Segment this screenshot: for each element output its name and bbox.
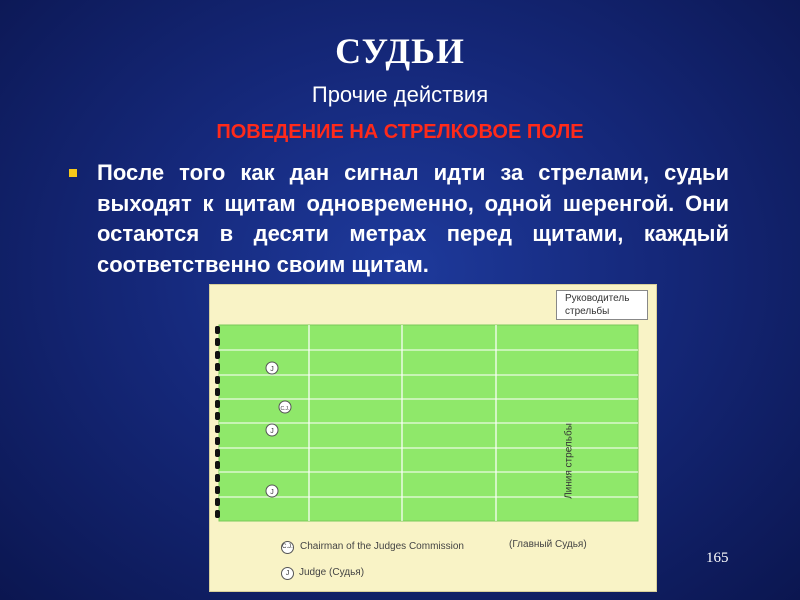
chairman-legend-ru: (Главный Судья)	[509, 539, 587, 550]
bullet-text: После того как дан сигнал идти за стрелами, судьи выходят к щитам одновременно, одной шеренгой. Они остаются в десяти метрах перед щитами, каждый соответственно своим щитам.	[97, 160, 729, 277]
svg-text:J: J	[270, 489, 274, 496]
field-diagram	[209, 284, 657, 592]
bullet-icon	[69, 169, 77, 177]
svg-text:J: J	[270, 428, 274, 435]
judge-legend-icon: J	[281, 567, 294, 580]
slide-title: СУДЬИ	[335, 31, 465, 71]
judge-marker	[266, 362, 278, 374]
svg-text:J: J	[270, 366, 274, 373]
section-heading: ПОВЕДЕНИЕ НА СТРЕЛКОВОЕ ПОЛЕ	[216, 121, 584, 143]
slide-subtitle: Прочие действия	[311, 82, 489, 107]
chairman-legend-icon: C.J.	[281, 541, 294, 554]
chairman-legend-label: Chairman of the Judges Commission	[300, 541, 464, 552]
judge-marker	[266, 424, 278, 436]
judge-marker	[266, 485, 278, 497]
page-number: 165	[706, 550, 729, 566]
director-label: Руководитель стрельбы	[556, 290, 648, 320]
shooting-line-label: Линия стрельбы	[563, 423, 575, 499]
judge-legend-label: Judge (Судья)	[299, 567, 365, 578]
svg-text:C.J.: C.J.	[280, 406, 290, 412]
chairman-marker	[279, 401, 291, 413]
